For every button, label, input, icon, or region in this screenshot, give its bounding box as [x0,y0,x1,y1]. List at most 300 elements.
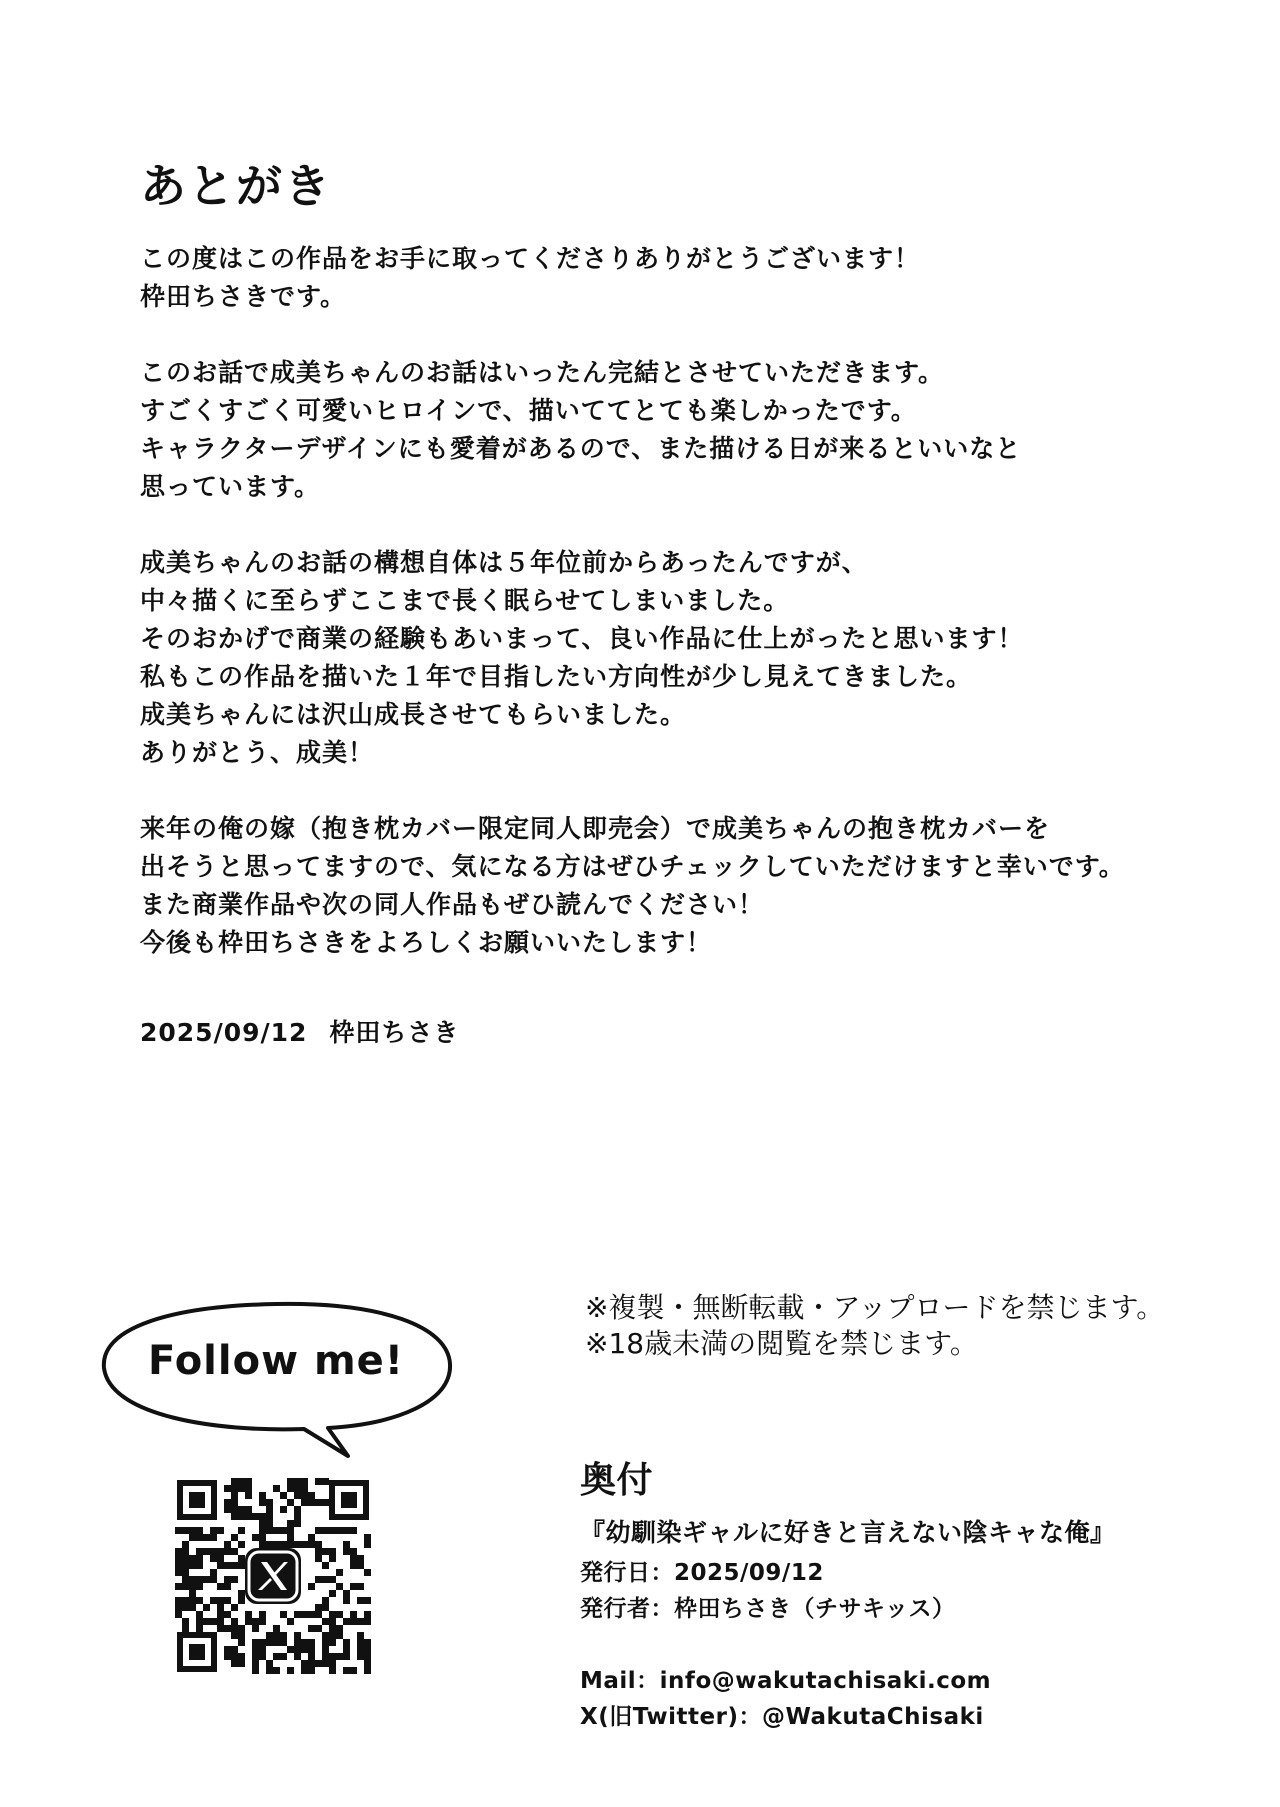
qr-module [329,1667,336,1674]
qr-module [315,1541,322,1548]
text-line: キャラクターデザインにも愛着があるので、また描ける日が来るといいなと [140,434,1022,463]
qr-module [329,1660,336,1667]
qr-module [224,1548,231,1555]
qr-module [343,1541,350,1548]
qr-module [231,1576,238,1583]
qr-module [322,1660,329,1667]
qr-module [182,1555,189,1562]
qr-module [259,1653,266,1660]
contact-mail[interactable]: Mail：info@wakutachisaki.com [580,1668,992,1694]
qr-module [259,1527,266,1534]
qr-module [231,1646,238,1653]
qr-module [203,1604,210,1611]
qr-module [273,1625,280,1632]
qr-module [252,1639,259,1646]
qr-module [245,1506,252,1513]
qr-module [266,1639,273,1646]
qr-module [224,1646,231,1653]
afterword-paragraph [140,544,1140,772]
qr-module [203,1548,210,1555]
qr-module [238,1513,245,1520]
copyright-notices [585,1290,1164,1362]
qr-module [182,1604,189,1611]
qr-module [259,1639,266,1646]
qr-module [350,1618,357,1625]
qr-module [287,1618,294,1625]
text-line: そのおかげで商業の経験もあいまって、良い作品に仕上がったと思います！ [140,624,1024,653]
qr-module [259,1520,266,1527]
qr-module [301,1639,308,1646]
qr-module [280,1506,287,1513]
qr-module [252,1513,259,1520]
qr-module [273,1653,280,1660]
qr-module [224,1611,231,1618]
qr-module [238,1632,245,1639]
text-line: 思っています。 [140,472,321,501]
qr-module [308,1625,315,1632]
qr-module [259,1611,266,1618]
qr-module [217,1555,224,1562]
qr-module [238,1660,245,1667]
qr-module [238,1639,245,1646]
qr-module [203,1618,210,1625]
qr-module [266,1513,273,1520]
qr-module [336,1632,343,1639]
qr-module [238,1555,245,1562]
publisher: 発行者：枠田ちさき（チサキッス） [580,1596,956,1622]
qr-module [322,1639,329,1646]
qr-module [217,1625,224,1632]
qr-module [357,1618,364,1625]
qr-module [231,1604,238,1611]
qr-module [245,1611,252,1618]
qr-module [175,1569,182,1576]
qr-module [273,1541,280,1548]
qr-module [224,1625,231,1632]
qr-module [238,1597,245,1604]
qr-module [322,1499,329,1506]
notice-no-reproduction: ※複製・無断転載・アップロードを禁じます。 [585,1291,1165,1324]
qr-module [224,1562,231,1569]
qr-module [329,1548,336,1555]
qr-module [245,1492,252,1499]
qr-module [182,1583,189,1590]
qr-module [322,1478,329,1485]
qr-module [287,1527,294,1534]
qr-module [315,1555,322,1562]
qr-module [301,1485,308,1492]
afterword-paragraph [140,810,1140,962]
qr-module [224,1583,231,1590]
qr-module [238,1541,245,1548]
qr-module [294,1653,301,1660]
qr-module [350,1555,357,1562]
qr-module [252,1625,259,1632]
qr-module [280,1492,287,1499]
qr-module [343,1639,350,1646]
text-line: 私もこの作品を描いた１年で目指したい方向性が少し見えてきました。 [140,662,973,691]
qr-module [231,1562,238,1569]
qr-module [294,1646,301,1653]
qr-module [259,1492,266,1499]
qr-module [315,1611,322,1618]
qr-module [357,1646,364,1653]
qr-module [343,1653,350,1660]
qr-module [280,1541,287,1548]
qr-module [217,1611,224,1618]
text-line: 中々描くに至らずここまで長く眠らせてしまいました。 [140,586,790,615]
qr-module [266,1660,273,1667]
text-line: 出そうと思ってますので、気になる方はぜひチェックしていただけますと幸いです。 [140,852,1125,881]
qr-module [238,1478,245,1485]
qr-module [301,1541,308,1548]
qr-module [196,1555,203,1562]
qr-module [273,1485,280,1492]
qr-module [231,1499,238,1506]
qr-module [308,1541,315,1548]
qr-module [315,1604,322,1611]
qr-module [336,1611,343,1618]
qr-module [301,1646,308,1653]
qr-module [364,1541,371,1548]
qr-module [343,1597,350,1604]
qr-module [315,1660,322,1667]
afterword-paragraph [140,354,1140,506]
qr-module [238,1527,245,1534]
qr-module [196,1576,203,1583]
qr-module [231,1548,238,1555]
qr-module [322,1646,329,1653]
qr-module [196,1597,203,1604]
qr-module [175,1555,182,1562]
qr-module [357,1639,364,1646]
qr-module [217,1604,224,1611]
qr-module [238,1562,245,1569]
qr-module [322,1618,329,1625]
qr-module [322,1576,329,1583]
qr-module [329,1555,336,1562]
qr-module [364,1618,371,1625]
qr-module [315,1499,322,1506]
qr-module [343,1590,350,1597]
qr-module [252,1534,259,1541]
qr-module [315,1625,322,1632]
qr-module [245,1485,252,1492]
qr-module [238,1625,245,1632]
notice-age-restriction: ※18歳未満の閲覧を禁じます。 [585,1327,978,1360]
qr-module [294,1485,301,1492]
qr-module [364,1653,371,1660]
qr-module [238,1485,245,1492]
colophon [580,1452,1116,1735]
qr-module [329,1590,336,1597]
qr-module [182,1597,189,1604]
qr-module [224,1499,231,1506]
qr-module [175,1604,182,1611]
signoff-date: 2025/09/12 [140,1018,308,1047]
qr-module [301,1660,308,1667]
signoff-author: 枠田ちさき [329,1018,460,1047]
qr-module [308,1492,315,1499]
qr-module [266,1527,273,1534]
qr-module [231,1506,238,1513]
qr-module [322,1527,329,1534]
qr-module [301,1492,308,1499]
qr-module [189,1555,196,1562]
qr-module [182,1576,189,1583]
qr-module [315,1576,322,1583]
qr-module [280,1639,287,1646]
qr-module [252,1667,259,1674]
qr-module [182,1625,189,1632]
qr-module [231,1653,238,1660]
qr-module [238,1506,245,1513]
qr-module [238,1653,245,1660]
qr-module [175,1548,182,1555]
qr-module [224,1485,231,1492]
qr-module [350,1667,357,1674]
qr-module [273,1632,280,1639]
qr-module [189,1604,196,1611]
qr-module [280,1632,287,1639]
qr-module [259,1541,266,1548]
qr-module [322,1597,329,1604]
qr-module [364,1597,371,1604]
qr-module [189,1576,196,1583]
qr-module [364,1660,371,1667]
qr-module [175,1611,182,1618]
qr-module [273,1639,280,1646]
qr-module [287,1499,294,1506]
qr-module [196,1527,203,1534]
qr-code[interactable] [175,1478,371,1674]
qr-module [322,1632,329,1639]
qr-module [308,1639,315,1646]
qr-module [336,1569,343,1576]
afterword-title: あとがき [140,159,332,213]
qr-module [308,1653,315,1660]
qr-module [210,1534,217,1541]
qr-module [259,1534,266,1541]
qr-module [308,1611,315,1618]
qr-module [364,1611,371,1618]
qr-module [287,1646,294,1653]
qr-module [287,1485,294,1492]
qr-module [294,1513,301,1520]
qr-module [259,1646,266,1653]
qr-module [308,1499,315,1506]
qr-module [343,1646,350,1653]
qr-module [231,1632,238,1639]
qr-module [252,1618,259,1625]
qr-module [259,1499,266,1506]
qr-module [231,1485,238,1492]
qr-module [343,1667,350,1674]
qr-module [252,1660,259,1667]
qr-module [350,1562,357,1569]
qr-module [259,1513,266,1520]
qr-module [217,1527,224,1534]
qr-module [294,1611,301,1618]
qr-module [308,1667,315,1674]
qr-module [210,1548,217,1555]
qr-module [217,1548,224,1555]
qr-module [357,1653,364,1660]
qr-module [231,1660,238,1667]
qr-module [245,1618,252,1625]
qr-module [308,1660,315,1667]
afterword-body [140,240,1140,1000]
qr-module [252,1653,259,1660]
qr-module [196,1583,203,1590]
qr-module [322,1548,329,1555]
qr-module [245,1478,252,1485]
qr-module [210,1527,217,1534]
qr-module [294,1520,301,1527]
qr-module [329,1527,336,1534]
follow-me-speech-bubble [96,1298,456,1463]
qr-module [280,1653,287,1660]
qr-module [266,1506,273,1513]
qr-module [196,1611,203,1618]
qr-module [182,1541,189,1548]
qr-module [189,1597,196,1604]
qr-module [231,1625,238,1632]
qr-module [273,1527,280,1534]
qr-module [224,1506,231,1513]
qr-module [308,1646,315,1653]
qr-module [294,1632,301,1639]
qr-module [294,1478,301,1485]
qr-module [294,1506,301,1513]
qr-module [301,1667,308,1674]
qr-module [224,1653,231,1660]
afterword-paragraph [140,240,1140,316]
qr-module [217,1583,224,1590]
qr-module [322,1653,329,1660]
qr-module [287,1667,294,1674]
qr-module [329,1611,336,1618]
text-line: 成美ちゃんには沢山成長させてもらいました。 [140,700,687,729]
qr-module [364,1534,371,1541]
qr-module [357,1632,364,1639]
qr-module [182,1548,189,1555]
qr-module [273,1667,280,1674]
contact-x-account[interactable]: X(旧Twitter)：@WakutaChisaki [580,1704,984,1730]
text-line: この度はこの作品をお手に取ってくださりありがとうございます！ [140,244,921,273]
qr-module [182,1562,189,1569]
qr-module [210,1576,217,1583]
qr-module [364,1569,371,1576]
qr-module [196,1534,203,1541]
qr-module [203,1534,210,1541]
qr-module [287,1541,294,1548]
qr-module [266,1667,273,1674]
qr-module [224,1576,231,1583]
qr-module [357,1597,364,1604]
qr-module [280,1527,287,1534]
qr-module [210,1555,217,1562]
qr-module [350,1527,357,1534]
qr-module [350,1611,357,1618]
qr-module [189,1527,196,1534]
qr-module [336,1653,343,1660]
text-line: このお話で成美ちゃんのお話はいったん完結とさせていただきます。 [140,358,945,387]
qr-module [301,1478,308,1485]
qr-module [329,1625,336,1632]
qr-module [210,1618,217,1625]
qr-module [350,1583,357,1590]
qr-module [196,1625,203,1632]
qr-module [224,1541,231,1548]
qr-module [329,1632,336,1639]
qr-module [336,1527,343,1534]
text-line: 成美ちゃんのお話の構想自体は５年位前からあったんですが、 [140,548,868,577]
qr-module [294,1541,301,1548]
book-title: 『幼馴染ギャルに好きと言えない陰キャな俺』 [580,1518,1116,1547]
qr-module [231,1513,238,1520]
qr-module [294,1639,301,1646]
qr-module [217,1618,224,1625]
qr-module [329,1618,336,1625]
qr-module [280,1611,287,1618]
qr-module [329,1653,336,1660]
qr-module [203,1576,210,1583]
qr-module [231,1534,238,1541]
qr-module [301,1611,308,1618]
qr-module [238,1590,245,1597]
qr-module [301,1499,308,1506]
qr-module [224,1597,231,1604]
qr-module [315,1478,322,1485]
qr-module [364,1639,371,1646]
qr-module [175,1583,182,1590]
qr-module [210,1597,217,1604]
qr-module [322,1604,329,1611]
qr-module [196,1548,203,1555]
qr-module [231,1618,238,1625]
qr-module [210,1569,217,1576]
qr-module [343,1527,350,1534]
text-line: ありがとう、成美！ [140,738,375,767]
qr-module [175,1562,182,1569]
qr-module [357,1562,364,1569]
qr-module [287,1534,294,1541]
qr-module [308,1534,315,1541]
afterword-signoff [140,1013,481,1049]
qr-module [287,1478,294,1485]
qr-module [259,1618,266,1625]
qr-module [266,1541,273,1548]
qr-module [252,1646,259,1653]
text-line: 今後も枠田ちさきをよろしくお願いいたします！ [140,928,713,957]
colophon-heading: 奥付 [580,1460,654,1501]
qr-module [189,1583,196,1590]
qr-module [266,1499,273,1506]
qr-module [196,1618,203,1625]
qr-module [336,1583,343,1590]
qr-module [266,1632,273,1639]
qr-module [182,1569,189,1576]
qr-module [315,1527,322,1534]
qr-module [294,1492,301,1499]
qr-module [287,1520,294,1527]
qr-module [329,1576,336,1583]
qr-code-icon [175,1478,371,1674]
text-line: すごくすごく可愛いヒロインで、描いててとても楽しかったです。 [140,396,917,425]
qr-module [182,1618,189,1625]
qr-module [336,1625,343,1632]
